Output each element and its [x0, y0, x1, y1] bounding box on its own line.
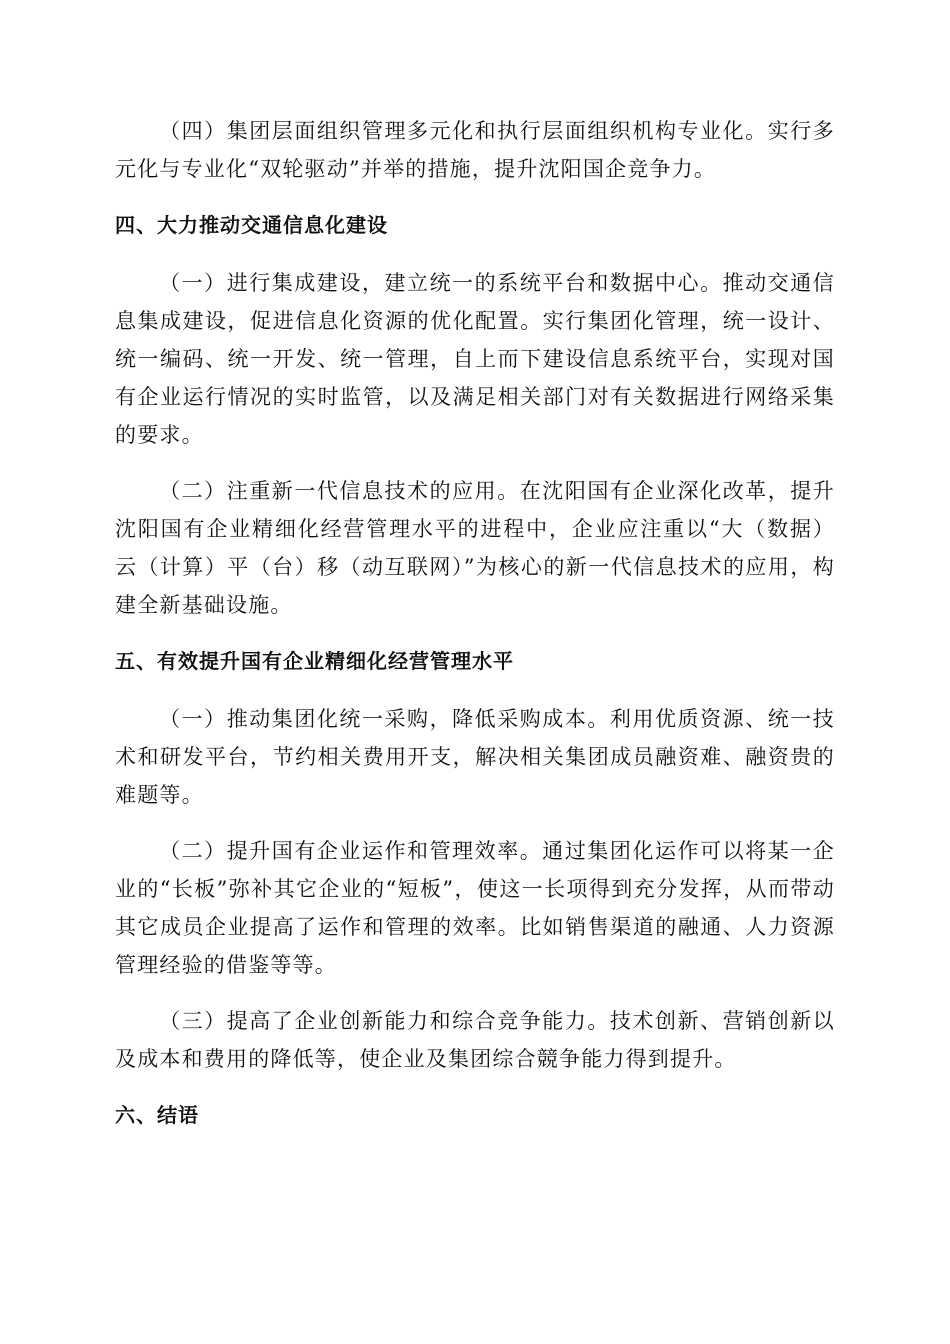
section-heading-5: 五、有效提升国有企业精细化经营管理水平 [115, 649, 514, 673]
document-page [115, 112, 835, 1134]
section-heading-6: 六、结语 [115, 1103, 199, 1127]
paragraph-efficiency: （二）提升国有企业运作和管理效率。通过集团化运作可以将某一企业的“长板”弥补其它企业的“短板”，使这一长项得到充分发挥，从而带动其它成员企业提高了运作和管理的效率。比如销售渠道的融通、人力资源管理经验的借鉴等等。 [115, 839, 835, 977]
paragraph-integrated-platform: （一）进行集成建设，建立统一的系统平台和数据中心。推动交通信息集成建设，促进信息化资源的优化配置。实行集团化管理，统一设计、统一编码、统一开发、统一管理，自上而下建设信息系统平台，实现对国有企业运行情况的实时监管，以及满足相关部门对有关数据进行网络采集的要求。 [115, 271, 835, 447]
paragraph-unified-purchasing: （一）推动集团化统一采购，降低采购成本。利用优质资源、统一技术和研发平台，节约相关费用开支，解决相关集团成员融资难、融资贵的难题等。 [115, 707, 835, 807]
paragraph-new-it: （二）注重新一代信息技术的应用。在沈阳国有企业深化改革，提升沈阳国有企业精细化经营管理水平的进程中，企业应注重以“大（数据）云（计算）平（台）移（动互联网）”为核心的新一代信息技术的应用，构建全新基础设施。 [115, 479, 835, 617]
section-heading-4: 四、大力推动交通信息化建设 [115, 213, 388, 237]
paragraph-innovation: （三）提高了企业创新能力和综合竞争能力。技术创新、营销创新以及成本和费用的降低等，使企业及集团综合競争能力得到提升。 [115, 1009, 835, 1071]
paragraph-group-management: （四）集团层面组织管理多元化和执行层面组织机构专业化。实行多元化与专业化“双轮驱动”并举的措施，提升沈阳国企竞争力。 [115, 119, 835, 181]
